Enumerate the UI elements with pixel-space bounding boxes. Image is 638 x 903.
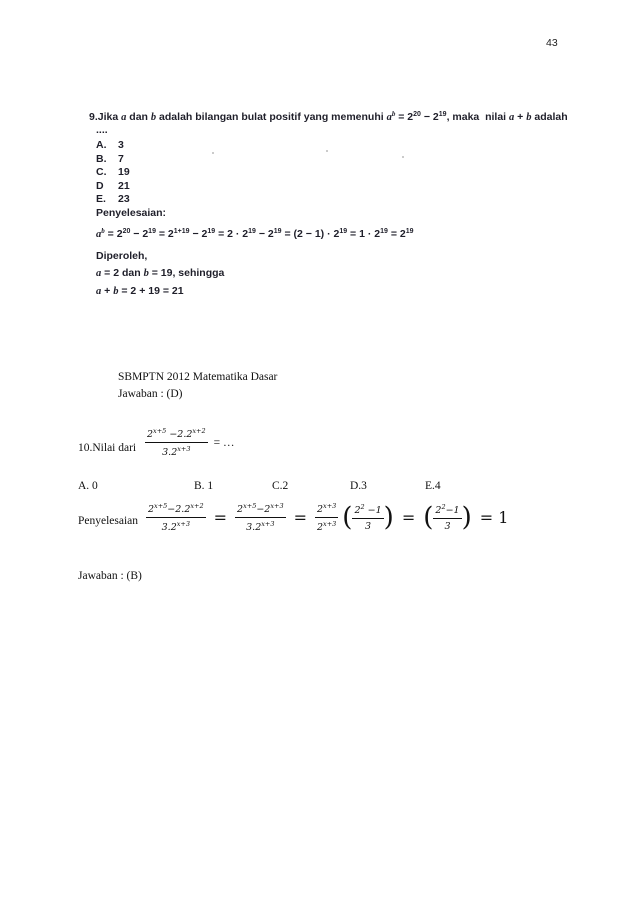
problem10-label: 10.Nilai dari: [78, 442, 137, 454]
problem9-result: a = 2 dan b = 19, sehingga: [96, 267, 225, 279]
problem9-solution-heading: Penyelesaian:: [96, 207, 167, 219]
page-number: 43: [546, 37, 558, 49]
source-line: SBMPTN 2012 Matematika Dasar: [118, 371, 278, 383]
problem9-diperoleh: Diperoleh,: [96, 250, 148, 262]
problem9-option-a: A. 3: [96, 139, 124, 151]
problem9-question: 9.Jika a dan b adalah bilangan bulat positif yang memenuhi $a^b = 2^{20} - 2^{19}$, maka nilai a + b adalah: [89, 110, 568, 123]
scan-speck: [326, 150, 328, 152]
problem9-solution-line: $a^b = 2^{20} - 2^{19} = 2^{1+19} - 2^{19} = 2 \cdot 2^{19} - 2^{19} = (2 - 1) \cdot 2^{19} = 1 \cdot 2^{19} = 2^{19}$: [96, 227, 414, 240]
problem10-expression: $\frac{2^{x+5} -2.2^{x+2}}{3.2^{x+3}}$ = …: [147, 427, 235, 458]
problem9-option-e: E. 23: [96, 193, 130, 205]
problem9-option-c: C. 19: [96, 166, 130, 178]
problem10-option-e: E.4: [425, 480, 441, 492]
problem10-option-b: B. 1: [194, 480, 214, 492]
problem10-option-a: A. 0: [78, 480, 98, 492]
problem10-option-d: D.3: [350, 480, 367, 492]
scan-speck: [212, 152, 214, 154]
answer-line-9: Jawaban : (D): [118, 388, 183, 400]
problem10-solution-label: Penyelesaian: [78, 515, 139, 527]
problem10-solution-equation: $\frac{2^{x+5}-2.2^{x+2}}{3.2^{x+3}}$ = $\frac{2^{x+5}-2^{x+3}}{3.2^{x+3}}$ = $\frac{2^{x+3}}{2^{x+3}}$ ( $\frac{2^2 -1}{3}$ ) = ( $\frac{2^2-1}{3}$ ) = 1: [148, 502, 509, 533]
problem9-option-d: D 21: [96, 180, 130, 192]
scan-speck: [402, 156, 404, 158]
problem10-option-c: C.2: [272, 480, 289, 492]
answer-line-10: Jawaban : (B): [78, 570, 142, 582]
problem9-ellipsis: ....: [96, 124, 108, 136]
problem9-option-b: B. 7: [96, 153, 124, 165]
problem9-sum: a + b = 2 + 19 = 21: [96, 285, 184, 297]
